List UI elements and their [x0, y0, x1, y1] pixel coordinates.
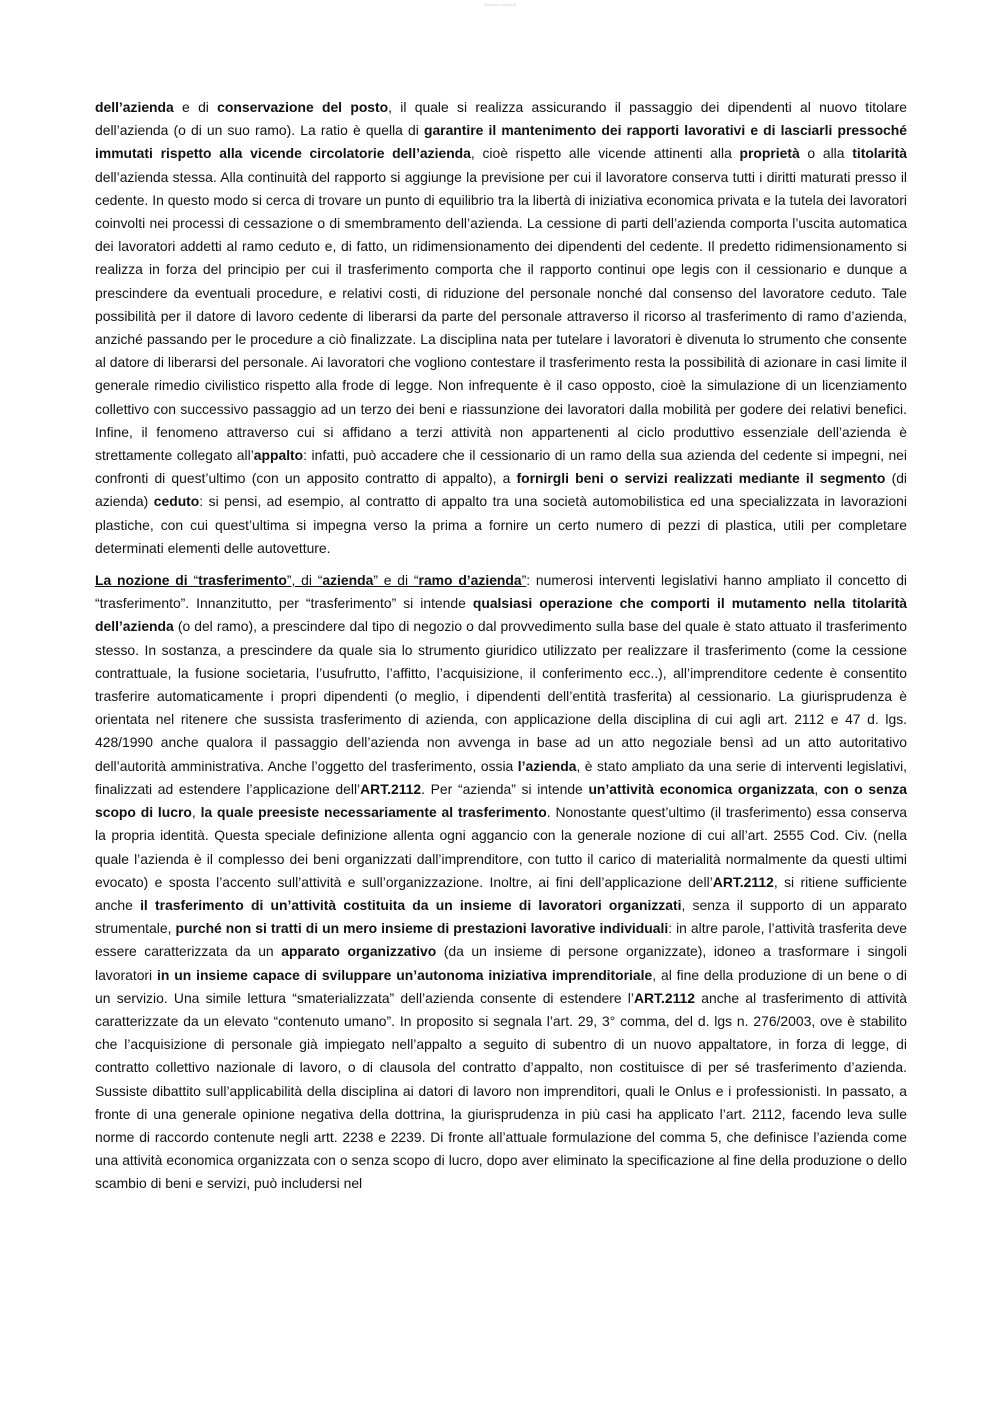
bold-text-run: il trasferimento di un’attività costituita da un insieme di lavoratori organizzati — [140, 896, 682, 913]
page-watermark: Studocu Docenti — [483, 2, 517, 7]
paragraph — [95, 96, 907, 560]
bold-text-run: un’attività economica organizzata — [588, 780, 815, 797]
bold-text-run: La nozione di — [95, 572, 194, 589]
text-run: anche al trasferimento di attività caratterizzate da un elevato “contenuto umano”. In proposito si segnala l’art. 29, 3° comma, del d. lgs n. 276/2003, ove è stabilito che l’acquisizione di personale già impiegato nell’appalto a seguito di subentro di un nuovo appaltatore, in forza di legge, di contratto collettivo nazionale di lavoro, o di clausola del contratto d’appalto, non costituisce di per sé trasferimento d’azienda. Sussiste dibattito sull’applicabilità della disciplina ai datori di lavoro non imprenditori, quali le Onlus e i professionisti. In passato, a fronte di una generale opinione negativa della dottrina, la giurisprudenza in più casi ha applicato l’art. 2112, facendo leva sulle norme di raccordo contenute negli artt. 2238 e 2239. Di fronte all’attuale formulazione del comma 5, che definisce l’azienda come una attività economica organizzata con o senza scopo di lucro, dopo aver eliminato la specificazione al fine della produzione o dello scambio di beni e servizi, può includersi nel — [95, 989, 907, 1192]
bold-text-run: dell’azienda — [95, 99, 174, 115]
text-run: : numerosi interventi legislativi hanno ampliato il concetto di “trasferimento”. Innanzitutto, per “trasferimento” si intende — [95, 572, 908, 612]
text-run: o alla — [799, 145, 853, 162]
bold-text-run: titolarità — [852, 145, 907, 162]
text-run: , cioè rispetto alle vicende attinenti alla — [470, 145, 740, 162]
bold-text-run: la quale preesiste necessariamente al trasferimento — [200, 804, 547, 821]
text-run: (di azienda) — [95, 470, 908, 510]
bold-text-run: ART.2112 — [712, 873, 774, 890]
bold-text-run: azienda — [322, 572, 374, 589]
text-run: ” e di “ — [373, 572, 419, 589]
text-run: : infatti, può accadere che il cessionario di un ramo della sua azienda del cedente si impegni, nei confronti di quest’ultimo (con un apposito contratto di appalto), a — [95, 447, 907, 487]
text-run: “ — [193, 572, 199, 589]
text-run: dell’azienda stessa. Alla continuità del rapporto si aggiunge la previsione per cui il lavoratore conserva tutti i diritti maturati presso il cedente. In questo modo si cerca di trovare un punto di equilibrio tra la libertà di iniziativa economica privata e la tutela dei lavoratori coinvolti nei processi di cessazione o di smembramento dell’azienda. La cessione di parti dell’azienda comporta l’uscita automatica dei lavoratori addetti al ramo ceduto e, di fatto, un ridimensionamento dei dipendenti del cedente. Il predetto ridimensionamento si realizza in forza del principio per cui il trasferimento comporta che il rapporto continui ope legis con il cessionario e dunque a prescindere da eventuali procedure, e relativi costi, di riduzione del personale nonché dal consenso del lavoratore ceduto. Tale possibilità per il datore di lavoro cedente di liberarsi da parte del personale attraverso il ricorso al trasferimento di ramo d’azienda, anziché passando per le procedure a ciò finalizzate. La disciplina nata per tutelare i lavoratori è divenuta lo strumento che consente al datore di liberarsi del personale. Ai lavoratori che vogliono contestare il trasferimento resta la possibilità di azionare in casi limite il generale rimedio civilistico rispetto alla frode di legge. Non infrequente è il caso opposto, cioè la simulazione di un licenziamento collettivo con successivo passaggio ad un terzo dei beni e riassunzione dei lavoratori dalla mobilità per godere dei relativi benefici. Infine, il fenomeno attraverso cui si affidano a terzi attività non appartenenti al ciclo produttivo essenziale dell’azienda è strettamente collegato all’ — [95, 168, 907, 464]
bold-text-run: fornirgli beni o servizi realizzati mediante il segmento — [516, 470, 886, 487]
bold-text-run: ART.2112 — [360, 780, 422, 797]
bold-text-run: garantire il mantenimento dei rapporti lavorativi e di lasciarli pressoché immutati rispetto alla vicende circolatorie dell’azienda — [95, 122, 907, 162]
text-run: , si ritiene sufficiente anche — [95, 873, 908, 913]
bold-text-run: proprietà — [739, 145, 800, 162]
bold-text-run: conservazione del posto — [217, 99, 389, 115]
text-run: ”, di “ — [286, 572, 323, 589]
text-run: , è stato ampliato da una serie di interventi legislativi, finalizzati ad estendere l’applicazione dell’ — [95, 757, 908, 797]
bold-text-run: qualsiasi operazione che comporti il mutamento nella titolarità dell’azienda — [95, 595, 907, 635]
text-run: (o del ramo), a prescindere dal tipo di negozio o dal provvedimento sulla base del quale è stato attuato il trasferimento stesso. In sostanza, a prescindere da quale sia lo strumento giuridico utilizzato per realizzare il trasferimento (come la cessione contrattuale, la fusione societaria, l’usufrutto, l’affitto, l’acquisizione, il conferimento ecc..), all’imprenditore cedente è consentito trasferire automaticamente i propri dipendenti (o meglio, i dipendenti dell’entità trasferita) al cessionario. La giurisprudenza è orientata nel ritenere che sussista trasferimento di azienda, con applicazione della disciplina di cui agli art. 2112 e 47 d. lgs. 428/1990 anche qualora il passaggio dell’azienda non avvenga in base ad un atto negoziale bensì ad un atto autoritativo dell’autorità amministrativa. Anche l’oggetto del trasferimento, ossia — [95, 618, 907, 774]
bold-text-run: trasferimento — [198, 572, 287, 589]
text-run: ” — [521, 572, 527, 589]
text-run: e di — [173, 99, 218, 115]
bold-text-run: apparato organizzativo — [281, 943, 437, 960]
text-run: , — [191, 804, 201, 821]
body-text — [95, 96, 907, 1196]
bold-text-run: con o senza scopo di lucro — [95, 780, 907, 821]
text-run: , al fine della produzione di un bene o di un servizio. Una simile lettura “smaterializzata” dell’azienda consente di estendere l’ — [95, 966, 907, 1006]
text-run: (da un insieme di persone organizzate), idoneo a trasformare i singoli lavoratori — [95, 943, 907, 983]
bold-text-run: appalto — [253, 447, 304, 464]
bold-text-run: in un insieme capace di sviluppare un’autonoma iniziativa imprenditoriale — [157, 966, 653, 983]
text-run: : in altre parole, l’attività trasferita deve essere caratterizzata da un — [95, 920, 907, 960]
paragraph — [95, 569, 907, 1195]
bold-text-run: l’azienda — [517, 757, 577, 774]
text-run: . Nonostante quest’ultimo (il trasferimento) essa conserva la propria identità. Questa speciale definizione allenta ogni aggancio con la generale nozione di cui all’art. 2555 Cod. Civ. (nella quale l’azienda è il complesso dei beni organizzati dall’imprenditore, con tutto il carico di materialità normalmente da questi ultimi evocato) e sposta l’accento sull’attività e sull’organizzazione. Inoltre, ai fini dell’applicazione dell’ — [95, 804, 907, 890]
text-run: , — [814, 780, 824, 797]
text-run: , senza il supporto di un apparato strumentale, — [95, 896, 907, 937]
text-run: , il quale si realizza assicurando il passaggio dei dipendenti al nuovo titolare dell’azienda (o di un suo ramo). La ratio è quella di — [95, 99, 907, 139]
bold-text-run: ceduto — [153, 493, 200, 510]
text-run: . Per “azienda” si intende — [421, 780, 589, 797]
bold-text-run: ramo d’azienda — [418, 572, 522, 589]
bold-text-run: ART.2112 — [633, 989, 695, 1006]
bold-text-run: purché non si tratti di un mero insieme di prestazioni lavorative individuali — [175, 920, 669, 937]
text-run: : si pensi, ad esempio, al contratto di appalto tra una società automobilistica ed una specializzata in lavorazioni plastiche, con cui quest’ultima si impegna verso la prima a fornire un certo numero di pezzi di plastica, utili per completare determinati elementi delle autovetture. — [95, 493, 907, 556]
